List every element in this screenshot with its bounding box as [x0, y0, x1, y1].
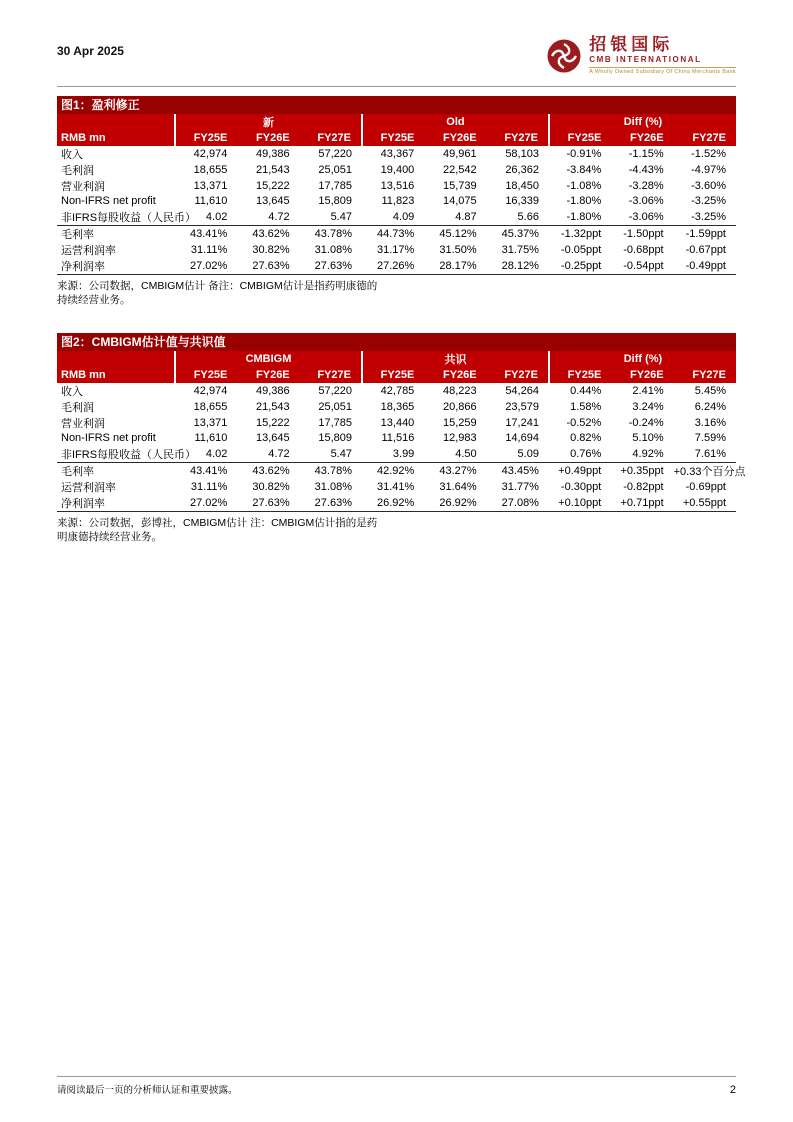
data-cell: +0.49ppt [558, 464, 602, 477]
data-cell: 25,051 [318, 163, 352, 176]
data-cell: 5.47 [300, 446, 362, 463]
data-cell: 31.11% [190, 243, 228, 256]
data-cell: 19,400 [380, 163, 415, 176]
page-header [57, 0, 736, 76]
data-cell: 0.82% [570, 432, 602, 444]
data-cell: 4.09 [362, 209, 424, 226]
data-cell: 48,223 [442, 384, 477, 397]
data-cell: -1.32ppt [560, 227, 602, 240]
data-cell: +0.35ppt [620, 464, 664, 477]
row-label: 收入 [61, 148, 83, 161]
data-cell: 42,785 [380, 384, 415, 397]
table-row [57, 209, 736, 226]
source-line: 来源：公司数据，彭博社，CMBIGM估计 注：CMBIGM估计指的是药 [57, 516, 378, 529]
data-cell: +0.33个百分点 [673, 465, 746, 478]
data-cell: 11,516 [381, 432, 415, 444]
group-header: 新 [175, 114, 362, 130]
unit-label: RMB mn [57, 367, 175, 383]
data-cell: 49,386 [256, 147, 290, 160]
row-label: 非IFRS每股收益（人民币） [57, 446, 175, 463]
data-cell: 7.61% [674, 446, 736, 463]
data-cell: 30.82% [252, 480, 290, 493]
column-header: FY27E [487, 130, 549, 146]
report-date: 30 Apr 2025 [57, 44, 124, 58]
row-label: 收入 [61, 385, 83, 398]
data-cell: 27.08% [487, 495, 549, 512]
data-cell: 17,241 [505, 416, 539, 429]
data-cell: +0.71ppt [611, 495, 673, 512]
data-cell: 4.02 [175, 446, 237, 463]
data-cell: 26.92% [424, 495, 486, 512]
data-cell: 43.45% [501, 464, 539, 477]
row-label: Non-IFRS net profit [61, 432, 156, 444]
data-cell: 5.10% [632, 432, 664, 444]
data-cell: -3.06% [611, 209, 673, 226]
data-cell: -1.08% [566, 179, 602, 192]
group-header: Diff (%) [549, 114, 736, 130]
logo-name-cn: 招银国际 [589, 35, 674, 54]
data-cell: 13,371 [193, 416, 228, 429]
data-cell: 17,785 [318, 416, 352, 429]
logo-tagline: A Wholly Owned Subsidiary Of China Merchants Bank [589, 69, 736, 75]
data-cell: 13,516 [380, 179, 415, 192]
row-label: 净利润率 [57, 258, 175, 275]
data-cell: -0.30ppt [560, 480, 602, 493]
data-cell: -0.24% [628, 416, 664, 429]
column-header: FY25E [175, 367, 237, 383]
figure-2-title: 图2：CMBIGM估计值与共识值 [57, 333, 736, 351]
footer-disclaimer: 请阅读最后一页的分析师认证和重要披露。 [57, 1085, 238, 1096]
data-cell: 17,785 [318, 179, 352, 192]
data-cell: 31.64% [439, 480, 477, 493]
data-cell: -1.59ppt [685, 227, 726, 240]
data-cell: 26.92% [362, 495, 424, 512]
row-label: 毛利润 [61, 164, 94, 177]
data-cell: 31.17% [377, 243, 415, 256]
data-cell: -3.25% [674, 209, 736, 226]
data-cell: 13,645 [256, 195, 290, 207]
data-cell: 16,339 [505, 195, 539, 207]
row-label: Non-IFRS net profit [61, 195, 156, 207]
page-content [57, 0, 746, 544]
data-cell: 13,645 [256, 432, 290, 444]
data-cell: 21,543 [256, 163, 290, 176]
data-cell: 49,961 [442, 147, 477, 160]
source-line: 明康德持续经营业务。 [57, 530, 162, 543]
data-cell: 23,579 [505, 400, 539, 413]
group-header: Old [362, 114, 549, 130]
table-row [57, 225, 736, 242]
data-cell: 5.09 [487, 446, 549, 463]
data-cell: -3.84% [566, 163, 602, 176]
data-cell: 57,220 [318, 147, 352, 160]
data-cell: 43.41% [190, 227, 228, 240]
data-cell: 20,866 [442, 400, 477, 413]
cmb-emblem-icon [546, 38, 582, 74]
data-cell: 18,655 [193, 400, 228, 413]
data-cell: 28.17% [424, 258, 486, 275]
group-row-spacer [57, 114, 175, 130]
data-cell: 3.24% [632, 400, 664, 413]
table-row [57, 399, 736, 415]
data-cell: 22,542 [442, 163, 477, 176]
data-cell: -0.54ppt [611, 258, 673, 275]
column-header: FY26E [424, 367, 486, 383]
data-cell: 45.37% [501, 227, 539, 240]
data-cell: 42.92% [377, 464, 415, 477]
column-header: FY27E [300, 367, 362, 383]
row-label: 运营利润率 [61, 481, 116, 494]
data-cell: 57,220 [318, 384, 352, 397]
row-label: 毛利润 [61, 401, 94, 414]
table-row [57, 383, 736, 399]
data-cell: -0.05ppt [560, 243, 602, 256]
data-cell: 0.76% [549, 446, 611, 463]
data-cell: 4.50 [424, 446, 486, 463]
group-header: 共识 [362, 351, 549, 367]
data-cell: -0.91% [566, 147, 602, 160]
column-header: FY27E [300, 130, 362, 146]
data-cell: -3.60% [691, 179, 726, 192]
data-cell: 31.11% [190, 480, 228, 493]
data-cell: 11,823 [381, 195, 415, 207]
column-header: FY26E [237, 367, 299, 383]
data-cell: -3.25% [691, 195, 726, 207]
data-cell: 27.63% [300, 495, 362, 512]
data-cell: 31.08% [314, 243, 352, 256]
data-cell: 4.92% [611, 446, 673, 463]
page-footer [57, 1076, 736, 1096]
data-cell: 15,222 [256, 416, 290, 429]
column-header: FY27E [674, 367, 736, 383]
data-cell: 15,739 [442, 179, 477, 192]
data-cell: 15,259 [442, 416, 477, 429]
figure-1 [57, 96, 736, 307]
row-label: 运营利润率 [61, 244, 116, 257]
column-header: FY27E [487, 367, 549, 383]
column-header: FY26E [611, 367, 673, 383]
figure-2 [57, 333, 746, 544]
figure-2-table-host [57, 351, 746, 512]
column-header: FY25E [175, 130, 237, 146]
data-cell: 27.02% [175, 258, 237, 275]
data-cell: 4.72 [237, 446, 299, 463]
figure-1-source [57, 279, 736, 307]
figure-1-title: 图1：盈利修正 [57, 96, 736, 114]
data-cell: -4.43% [628, 163, 664, 176]
company-logo [546, 36, 736, 76]
data-cell: 21,543 [256, 400, 290, 413]
data-cell: 43.27% [439, 464, 477, 477]
data-cell: 2.41% [632, 384, 664, 397]
data-cell: 43.78% [314, 464, 352, 477]
data-cell: 15,222 [256, 179, 290, 192]
group-header: CMBIGM [175, 351, 362, 367]
table-row [57, 162, 736, 178]
data-table [57, 114, 736, 275]
data-cell: -1.50ppt [623, 227, 664, 240]
data-cell: -1.52% [691, 147, 726, 160]
table-row [57, 446, 736, 463]
data-cell: 12,983 [442, 432, 477, 444]
table-row [57, 194, 736, 209]
data-cell: 43.62% [252, 227, 290, 240]
data-cell: 5.66 [487, 209, 549, 226]
data-cell: -0.52% [566, 416, 602, 429]
data-cell: 11,610 [194, 195, 228, 207]
table-row [57, 146, 736, 162]
column-header: FY25E [362, 130, 424, 146]
data-cell: 25,051 [318, 400, 352, 413]
data-cell: 4.02 [175, 209, 237, 226]
row-label: 营业利润 [61, 417, 105, 430]
data-cell: 5.47 [300, 209, 362, 226]
data-cell: 18,365 [380, 400, 415, 413]
data-cell: 1.58% [570, 400, 602, 413]
data-cell: 27.02% [175, 495, 237, 512]
data-cell: 15,809 [318, 195, 352, 207]
column-header: FY25E [549, 367, 611, 383]
data-cell: 3.99 [362, 446, 424, 463]
data-cell: 14,075 [442, 195, 477, 207]
data-cell: 43,367 [380, 147, 415, 160]
data-cell: 28.12% [487, 258, 549, 275]
data-cell: 26,362 [505, 163, 539, 176]
data-cell: 27.63% [237, 258, 299, 275]
data-cell: 18,655 [193, 163, 228, 176]
data-cell: -0.69ppt [685, 480, 726, 493]
table-row [57, 431, 736, 446]
row-label: 净利润率 [57, 495, 175, 512]
group-row-spacer [57, 351, 175, 367]
source-line: 来源：公司数据，CMBIGM估计 备注：CMBIGM估计是指药明康德的 [57, 279, 378, 292]
data-cell: -0.68ppt [623, 243, 664, 256]
data-cell: -0.49ppt [674, 258, 736, 275]
column-header: FY25E [549, 130, 611, 146]
row-label: 营业利润 [61, 180, 105, 193]
row-label: 非IFRS每股收益（人民币） [57, 209, 175, 226]
data-cell: 42,974 [193, 384, 228, 397]
data-cell: 45.12% [439, 227, 477, 240]
data-cell: 44.73% [377, 227, 415, 240]
data-cell: 15,809 [318, 432, 352, 444]
data-cell: 43.41% [190, 464, 228, 477]
column-header: FY25E [362, 367, 424, 383]
data-cell: 43.62% [252, 464, 290, 477]
table-row [57, 258, 736, 275]
data-cell: 58,103 [505, 147, 539, 160]
data-cell: 27.63% [300, 258, 362, 275]
column-header: FY26E [237, 130, 299, 146]
data-cell: 7.59% [694, 432, 726, 444]
column-header: FY26E [611, 130, 673, 146]
data-cell: 4.87 [424, 209, 486, 226]
data-cell: 11,610 [194, 432, 228, 444]
table-row [57, 178, 736, 194]
data-cell: 18,450 [505, 179, 539, 192]
data-cell: +0.55ppt [674, 495, 736, 512]
data-cell: 31.08% [314, 480, 352, 493]
data-table [57, 351, 746, 512]
data-cell: 30.82% [252, 243, 290, 256]
data-cell: 0.44% [570, 384, 602, 397]
figure-2-source [57, 516, 736, 544]
data-cell: -3.06% [628, 195, 664, 207]
row-label: 毛利率 [61, 228, 94, 241]
table-row [57, 242, 736, 258]
column-header: FY27E [674, 130, 736, 146]
table-row [57, 479, 736, 495]
data-cell: 27.63% [237, 495, 299, 512]
data-cell: 3.16% [694, 416, 726, 429]
row-label: 毛利率 [61, 465, 94, 478]
header-divider [57, 86, 736, 87]
data-cell: -1.80% [566, 195, 602, 207]
data-cell: -0.82ppt [623, 480, 664, 493]
data-cell: -0.67ppt [685, 243, 726, 256]
table-row [57, 495, 736, 512]
source-line: 持续经营业务。 [57, 293, 131, 306]
data-cell: 4.72 [237, 209, 299, 226]
data-cell: 5.45% [694, 384, 726, 397]
data-cell: 31.50% [439, 243, 477, 256]
page-number: 2 [729, 1084, 736, 1096]
data-cell: 6.24% [694, 400, 726, 413]
data-cell: 31.77% [501, 480, 539, 493]
data-cell: -0.25ppt [549, 258, 611, 275]
figure-1-table-host [57, 114, 736, 275]
data-cell: 14,694 [505, 432, 539, 444]
data-cell: 43.78% [314, 227, 352, 240]
column-header: FY26E [424, 130, 486, 146]
data-cell: -4.97% [691, 163, 726, 176]
data-cell: 31.41% [377, 480, 415, 493]
table-row [57, 462, 736, 479]
logo-name-en: CMB INTERNATIONAL [589, 55, 702, 64]
data-cell: 49,386 [256, 384, 290, 397]
data-cell: 42,974 [193, 147, 228, 160]
data-cell: 13,440 [380, 416, 415, 429]
group-header: Diff (%) [549, 351, 736, 367]
unit-label: RMB mn [57, 130, 175, 146]
data-cell: -3.28% [628, 179, 664, 192]
data-cell: 54,264 [505, 384, 539, 397]
data-cell: 27.26% [362, 258, 424, 275]
data-cell: -1.80% [549, 209, 611, 226]
logo-text [589, 36, 736, 76]
data-cell: -1.15% [628, 147, 664, 160]
table-row [57, 415, 736, 431]
data-cell: +0.10ppt [549, 495, 611, 512]
data-cell: 31.75% [501, 243, 539, 256]
data-cell: 13,371 [193, 179, 228, 192]
